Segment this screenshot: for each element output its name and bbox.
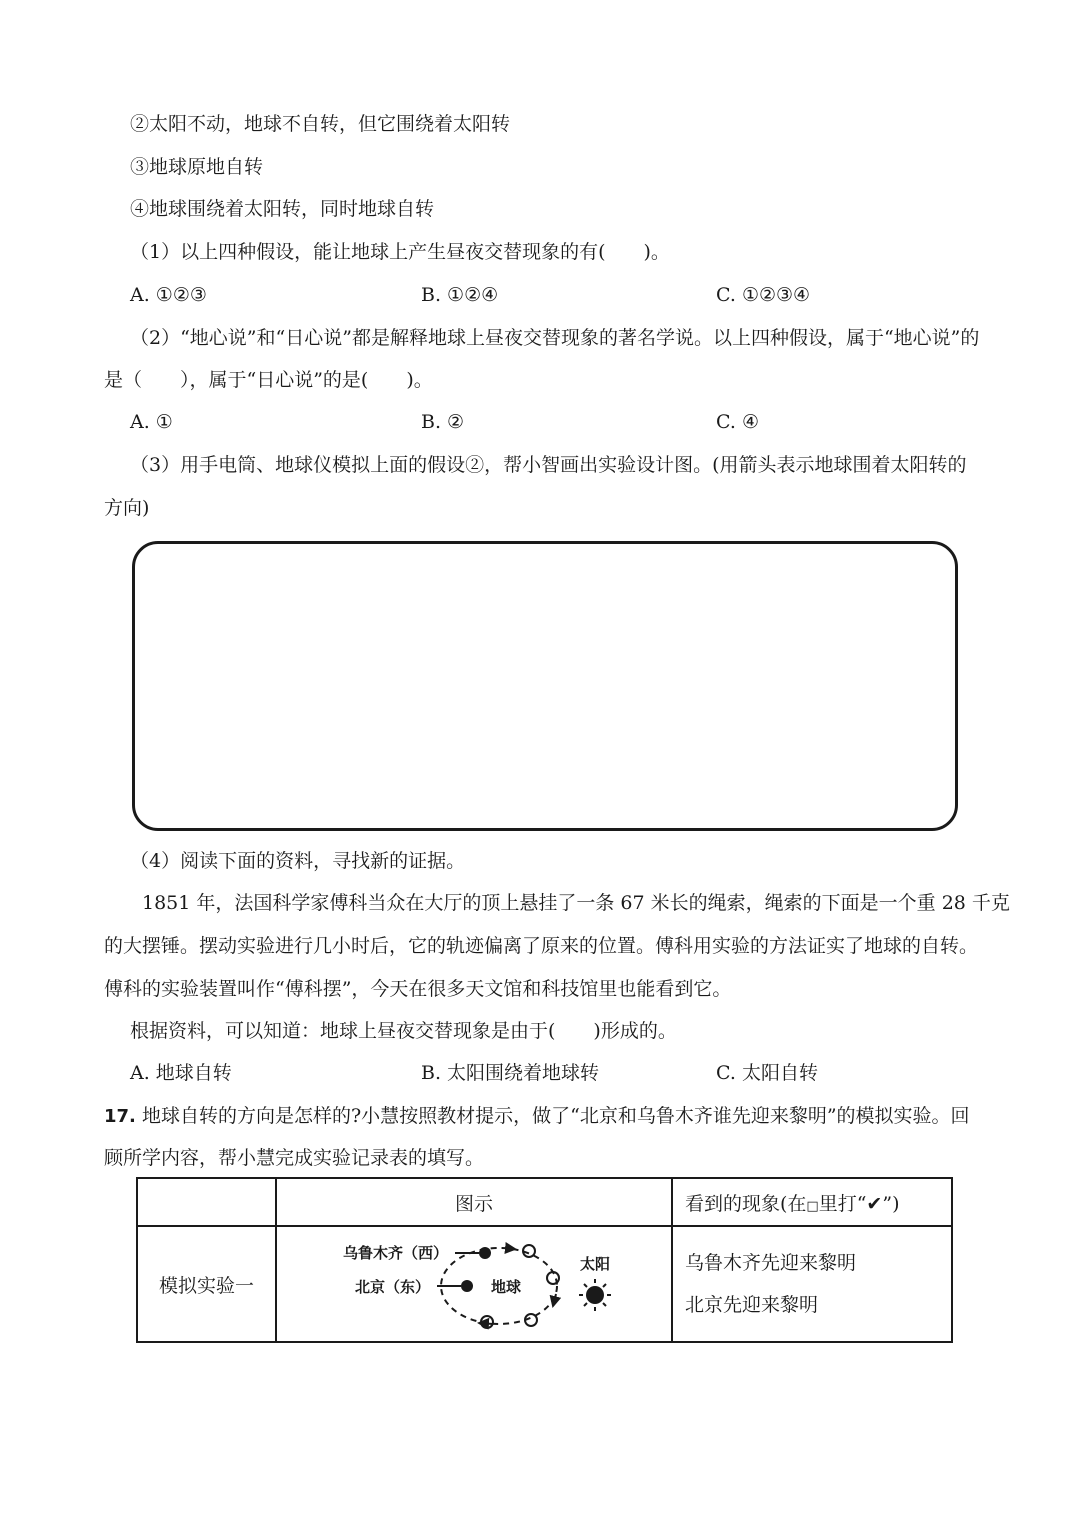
question-3-stem-line1: （3）用手电筒、地球仪模拟上面的假设②，帮小智画出实验设计图。(用箭头表示地球围着太阳转的 — [130, 454, 967, 476]
question-4-question: 根据资料，可以知道：地球上昼夜交替现象是由于( )形成的。 — [130, 1020, 677, 1042]
phenomenon-option-urumqi[interactable]: 乌鲁木齐先迎来黎明 — [685, 1252, 857, 1274]
phenomena-cell — [672, 1226, 952, 1342]
header-phenomenon-post: 里打“✔”) — [818, 1192, 900, 1215]
table-header-phenomenon — [672, 1178, 952, 1226]
hypothesis-4: ④地球围绕着太阳转，同时地球自转 — [130, 198, 435, 220]
hypothesis-2: ②太阳不动，地球不自转，但它围绕着太阳转 — [130, 113, 511, 135]
row-label: 模拟实验一 — [137, 1226, 276, 1342]
reading-line-3: 傅科的实验装置叫作“傅科摆”，今天在很多天文馆和科技馆里也能看到它。 — [104, 978, 732, 1000]
question-17-text: 地球自转的方向是怎样的?小慧按照教材提示，做了“北京和乌鲁木齐谁先迎来黎明”的模拟实验。回 — [141, 1105, 970, 1127]
hypothesis-3: ③地球原地自转 — [130, 156, 264, 178]
table-header-diagram: 图示 — [276, 1178, 672, 1226]
question-number: 17. — [104, 1106, 136, 1127]
orbit-arrow-icon — [505, 1248, 515, 1249]
question-2-option-a[interactable]: A. ① — [130, 411, 173, 433]
question-4-option-c[interactable]: C. 太阳自转 — [716, 1062, 818, 1084]
phenomenon-option-beijing[interactable]: 北京先迎来黎明 — [685, 1294, 819, 1316]
question-4-option-a[interactable]: A. 地球自转 — [130, 1062, 232, 1084]
question-2-stem-line2: 是（ ），属于“日心说”的是( )。 — [104, 369, 433, 391]
urumqi-dot — [479, 1247, 491, 1259]
checkbox-glyph: □ — [806, 1198, 819, 1214]
drawing-answer-box[interactable] — [132, 541, 958, 831]
table-row — [137, 1226, 952, 1342]
question-1-option-a[interactable]: A. ①②③ — [130, 284, 207, 306]
question-1-stem: （1）以上四种假设，能让地球上产生昼夜交替现象的有( )。 — [130, 241, 670, 263]
header-phenomenon-pre: 看到的现象(在 — [685, 1192, 807, 1215]
question-4-option-b[interactable]: B. 太阳围绕着地球转 — [421, 1062, 600, 1084]
reading-line-1: 1851 年，法国科学家傅科当众在大厅的顶上悬挂了一条 67 米长的绳索，绳索的下面是一个重 28 千克 — [142, 892, 1010, 914]
question-1-option-c[interactable]: C. ①②③④ — [716, 284, 811, 306]
table-header-empty — [137, 1178, 276, 1226]
question-17-stem-line1 — [104, 1104, 970, 1129]
question-17-stem-line2: 顾所学内容，帮小慧完成实验记录表的填写。 — [104, 1147, 485, 1169]
table-header-row — [137, 1178, 952, 1226]
beijing-dot — [461, 1280, 473, 1292]
reading-line-2: 的大摆锤。摆动实验进行几小时后，它的轨迹偏离了原来的位置。傅科用实验的方法证实了地球的自转。 — [104, 935, 979, 957]
question-4-stem: （4）阅读下面的资料，寻找新的证据。 — [130, 850, 466, 872]
sun-icon — [579, 1279, 611, 1311]
experiment-record-table — [136, 1177, 953, 1343]
question-2-option-c[interactable]: C. ④ — [716, 411, 759, 433]
urumqi-label: 乌鲁木齐（西） — [343, 1244, 449, 1262]
question-2-option-b[interactable]: B. ② — [421, 411, 465, 433]
sun-label: 太阳 — [579, 1255, 611, 1273]
question-3-stem-line2: 方向) — [104, 497, 150, 519]
beijing-label: 北京（东） — [355, 1278, 431, 1296]
question-2-stem-line1: （2）“地心说”和“日心说”都是解释地球上昼夜交替现象的著名学说。以上四种假设，属于“地心说”的 — [130, 327, 980, 349]
simulation-diagram-cell — [276, 1226, 672, 1342]
earth-rotation-diagram — [329, 1234, 619, 1334]
earth-label: 地球 — [491, 1278, 522, 1296]
question-1-option-b[interactable]: B. ①②④ — [421, 284, 499, 306]
